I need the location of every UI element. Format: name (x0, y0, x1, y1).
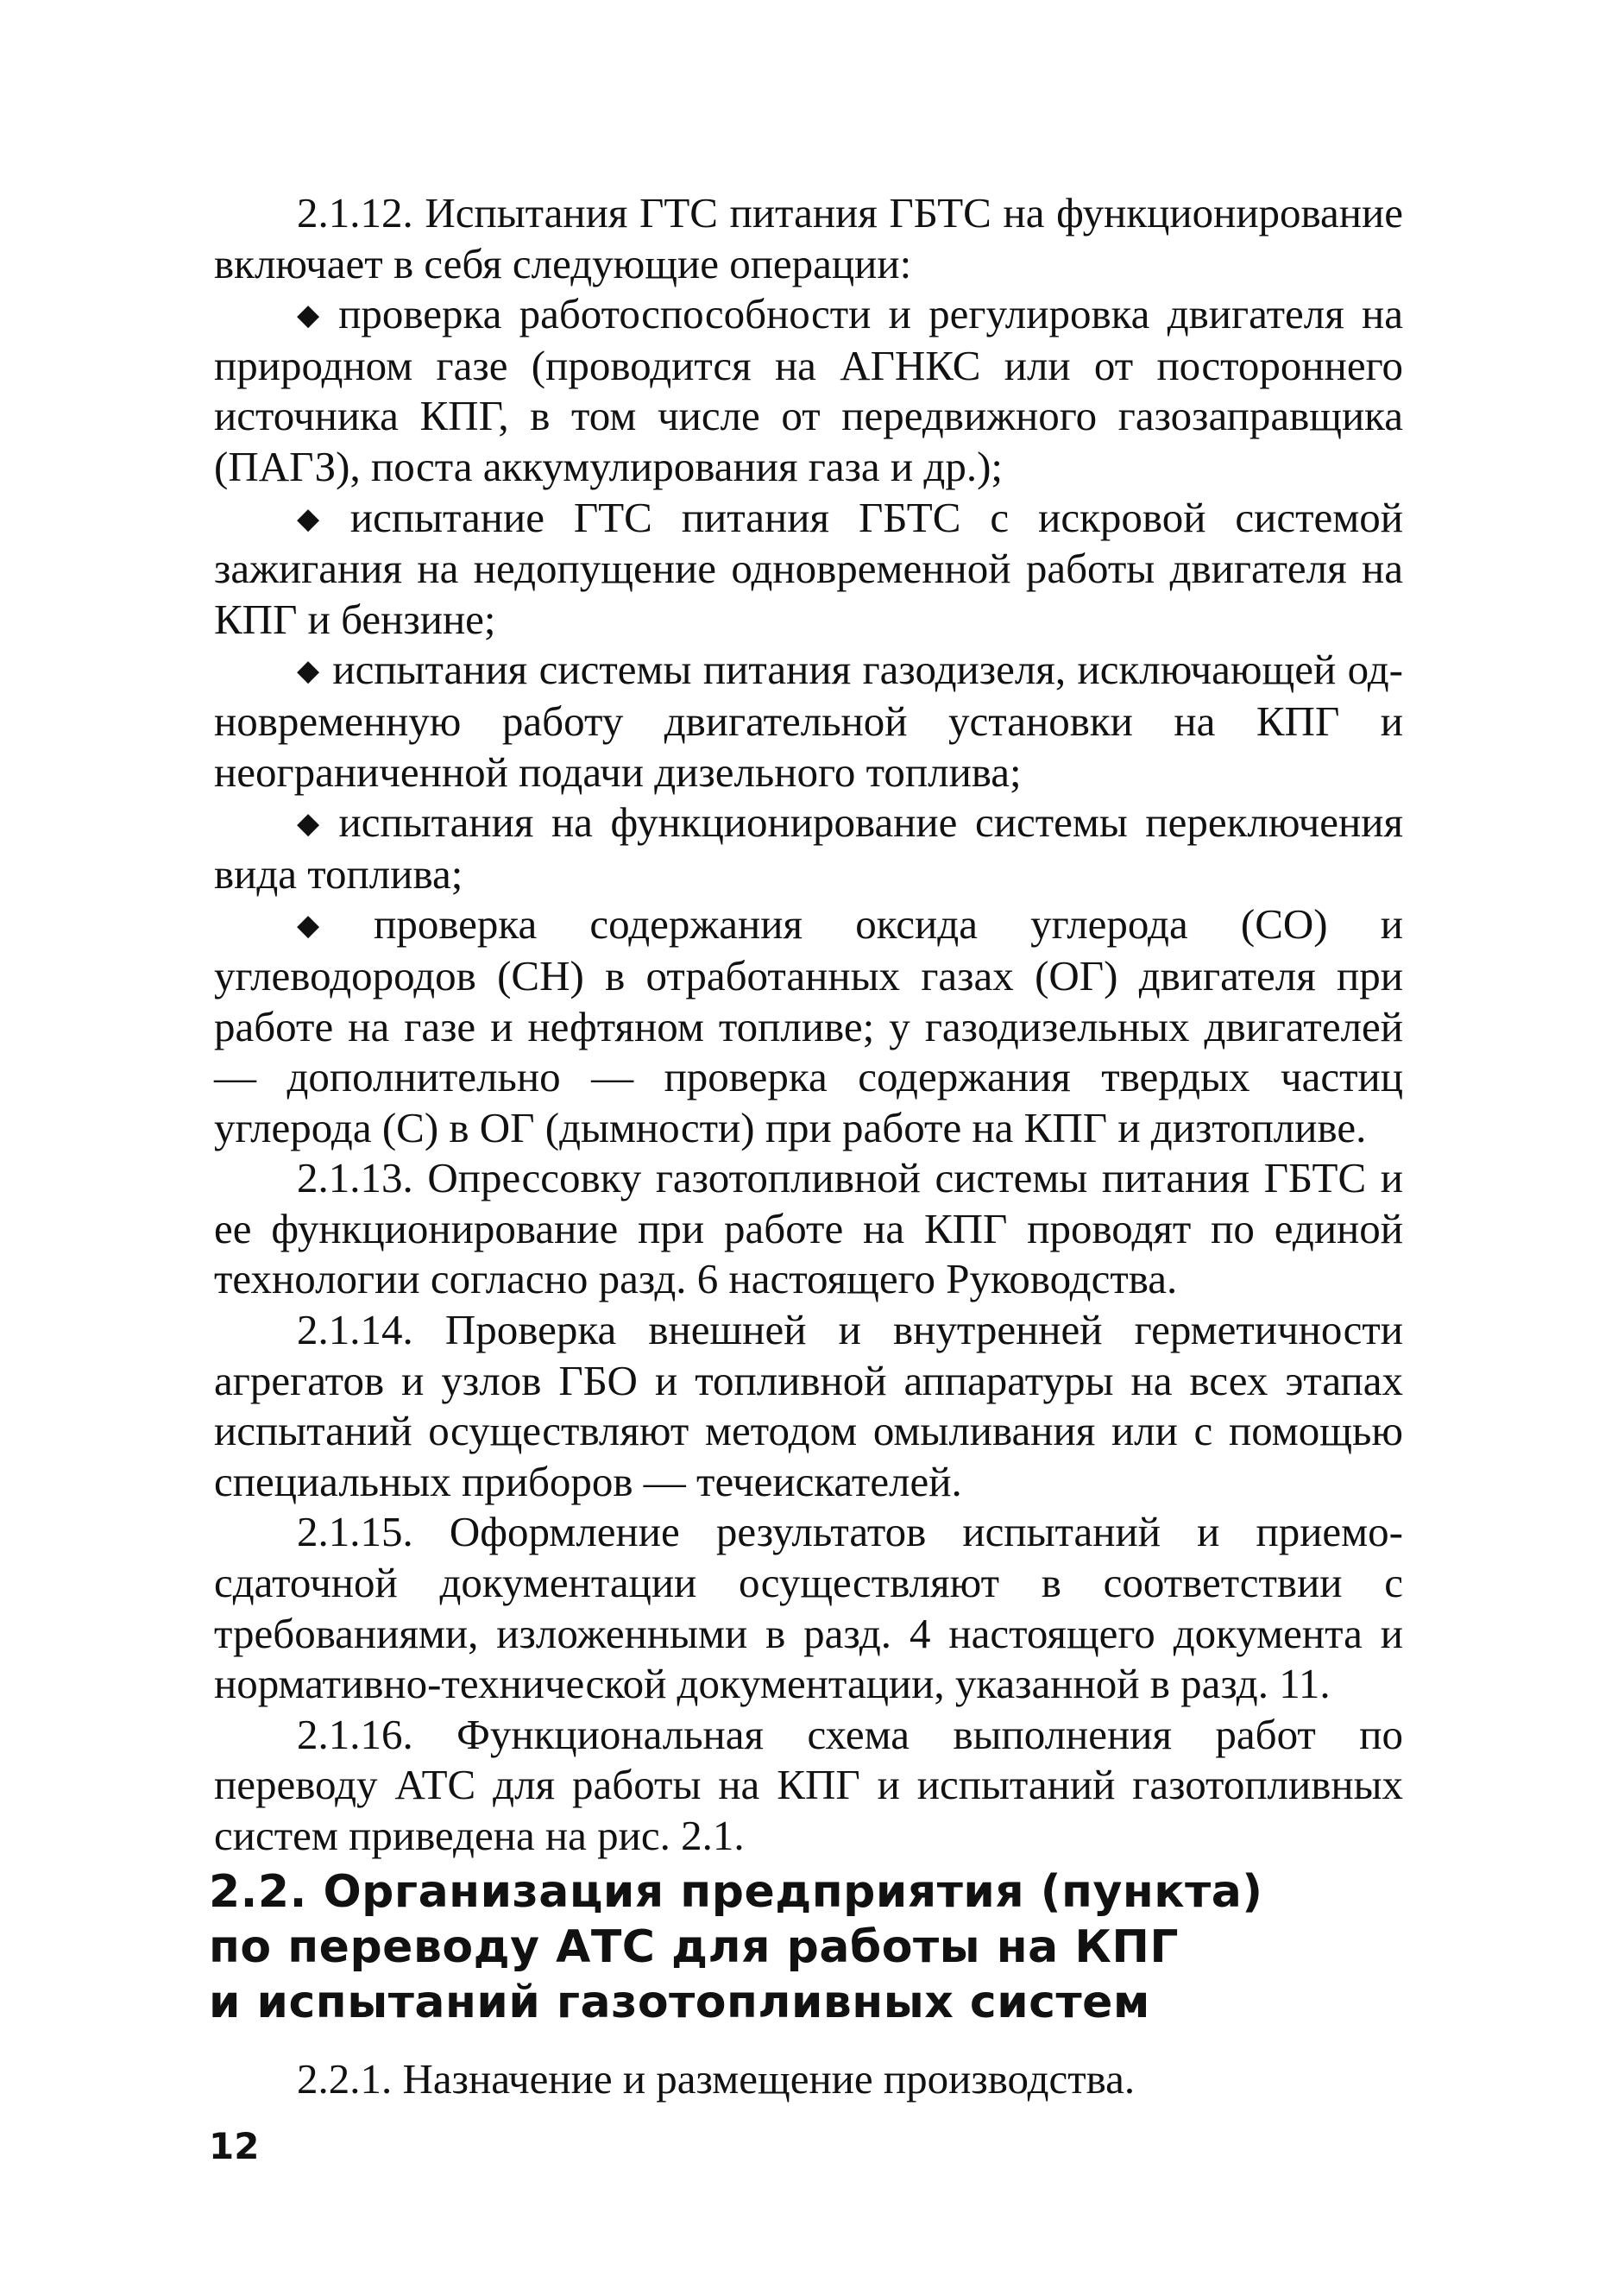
subsection-line: 2.2.1. Назначение и размещение производства. (297, 2055, 1136, 2103)
paragraph-2-1-13: 2.1.13. Опрессовку газотопливной системы питания ГБТС и ее функционирование при работе на КПГ проводят по единой технологии согласно разд. 6 настоящего Руководства. (214, 1154, 1403, 1303)
paragraph-2-1-15: 2.1.15. Оформление результатов испытаний и приемо-сдаточной документации осуществляют в соответствии с требованиями, изложенными в разд. 4 настоящего документа и нормативно-технической документации, указанной в разд. 11. (214, 1508, 1403, 1708)
paragraph-2-1-14: 2.1.14. Проверка внешней и внутренней герметичности агрегатов и узлов ГБО и топливной аппаратуры на всех этапах испытаний осуществляют методом омыливания или с помощью специальных приборов — течеискателей. (214, 1306, 1403, 1505)
bullet-item-spark-ignition-test (214, 493, 1403, 646)
bullet-item-text: проверка работоспособности и регулировка двигателя на природном газе (проводится на АГНКС или от постороннего источника КПГ, в том числе от передвижного газозаправщика (ПАГЗ), поста аккумулирования газа и др.); (214, 290, 1403, 490)
diamond-bullet-icon: ◆ (297, 298, 327, 333)
bullet-item-text: проверка содержания оксида углерода (СО) и углеводородов (СН) в отработанных газах (ОГ) двигателя при работе на газе и нефтяном топливе; у газодизельных двигателей — дополнительно — проверка содержания твердых частиц углерода (С) в ОГ (дымности) при работе на КПГ и дизтопливе. (214, 900, 1403, 1151)
bullet-item-fuel-switch-test (214, 798, 1403, 899)
bullet-item-text: испытания на функционирование системы переключения вида топлива; (214, 798, 1403, 898)
diamond-bullet-icon: ◆ (297, 908, 362, 943)
bullet-item-text: испытания системы питания газодизеля, исключающей одновременную работу двигательной установки на КПГ и неограниченной подачи дизельного топлива; (214, 646, 1403, 796)
section-heading-line: по переводу АТС для работы на КПГ (209, 1921, 1180, 1973)
bullet-item-gas-diesel-test (214, 645, 1403, 798)
diamond-bullet-icon: ◆ (297, 806, 327, 842)
section-heading (209, 1864, 1434, 2030)
diamond-bullet-icon: ◆ (297, 501, 338, 536)
bullet-item-text: испытание ГТС питания ГБТС с искровой системой зажигания на недопущение одновременной работы двигателя на КПГ и бензине; (214, 493, 1403, 643)
diamond-bullet-icon: ◆ (297, 653, 321, 689)
section-heading-line: 2.2. Организация предприятия (пункта) (209, 1866, 1263, 1918)
body-text (214, 188, 1403, 1862)
paragraph-2-1-12: 2.1.12. Испытания ГТС питания ГБТС на функционирование включает в себя следующие операции: (214, 189, 1403, 287)
paragraph-2-1-16: 2.1.16. Функциональная схема выполнения работ по переводу АТС для работы на КПГ и испытаний газотопливных систем приведена на рис. 2.1. (214, 1710, 1403, 1859)
page-number: 12 (209, 2125, 260, 2167)
bullet-item-engine-check (214, 289, 1403, 492)
section-heading-line: и испытаний газотопливных систем (209, 1977, 1150, 2028)
bullet-item-emissions-check (214, 899, 1403, 1153)
